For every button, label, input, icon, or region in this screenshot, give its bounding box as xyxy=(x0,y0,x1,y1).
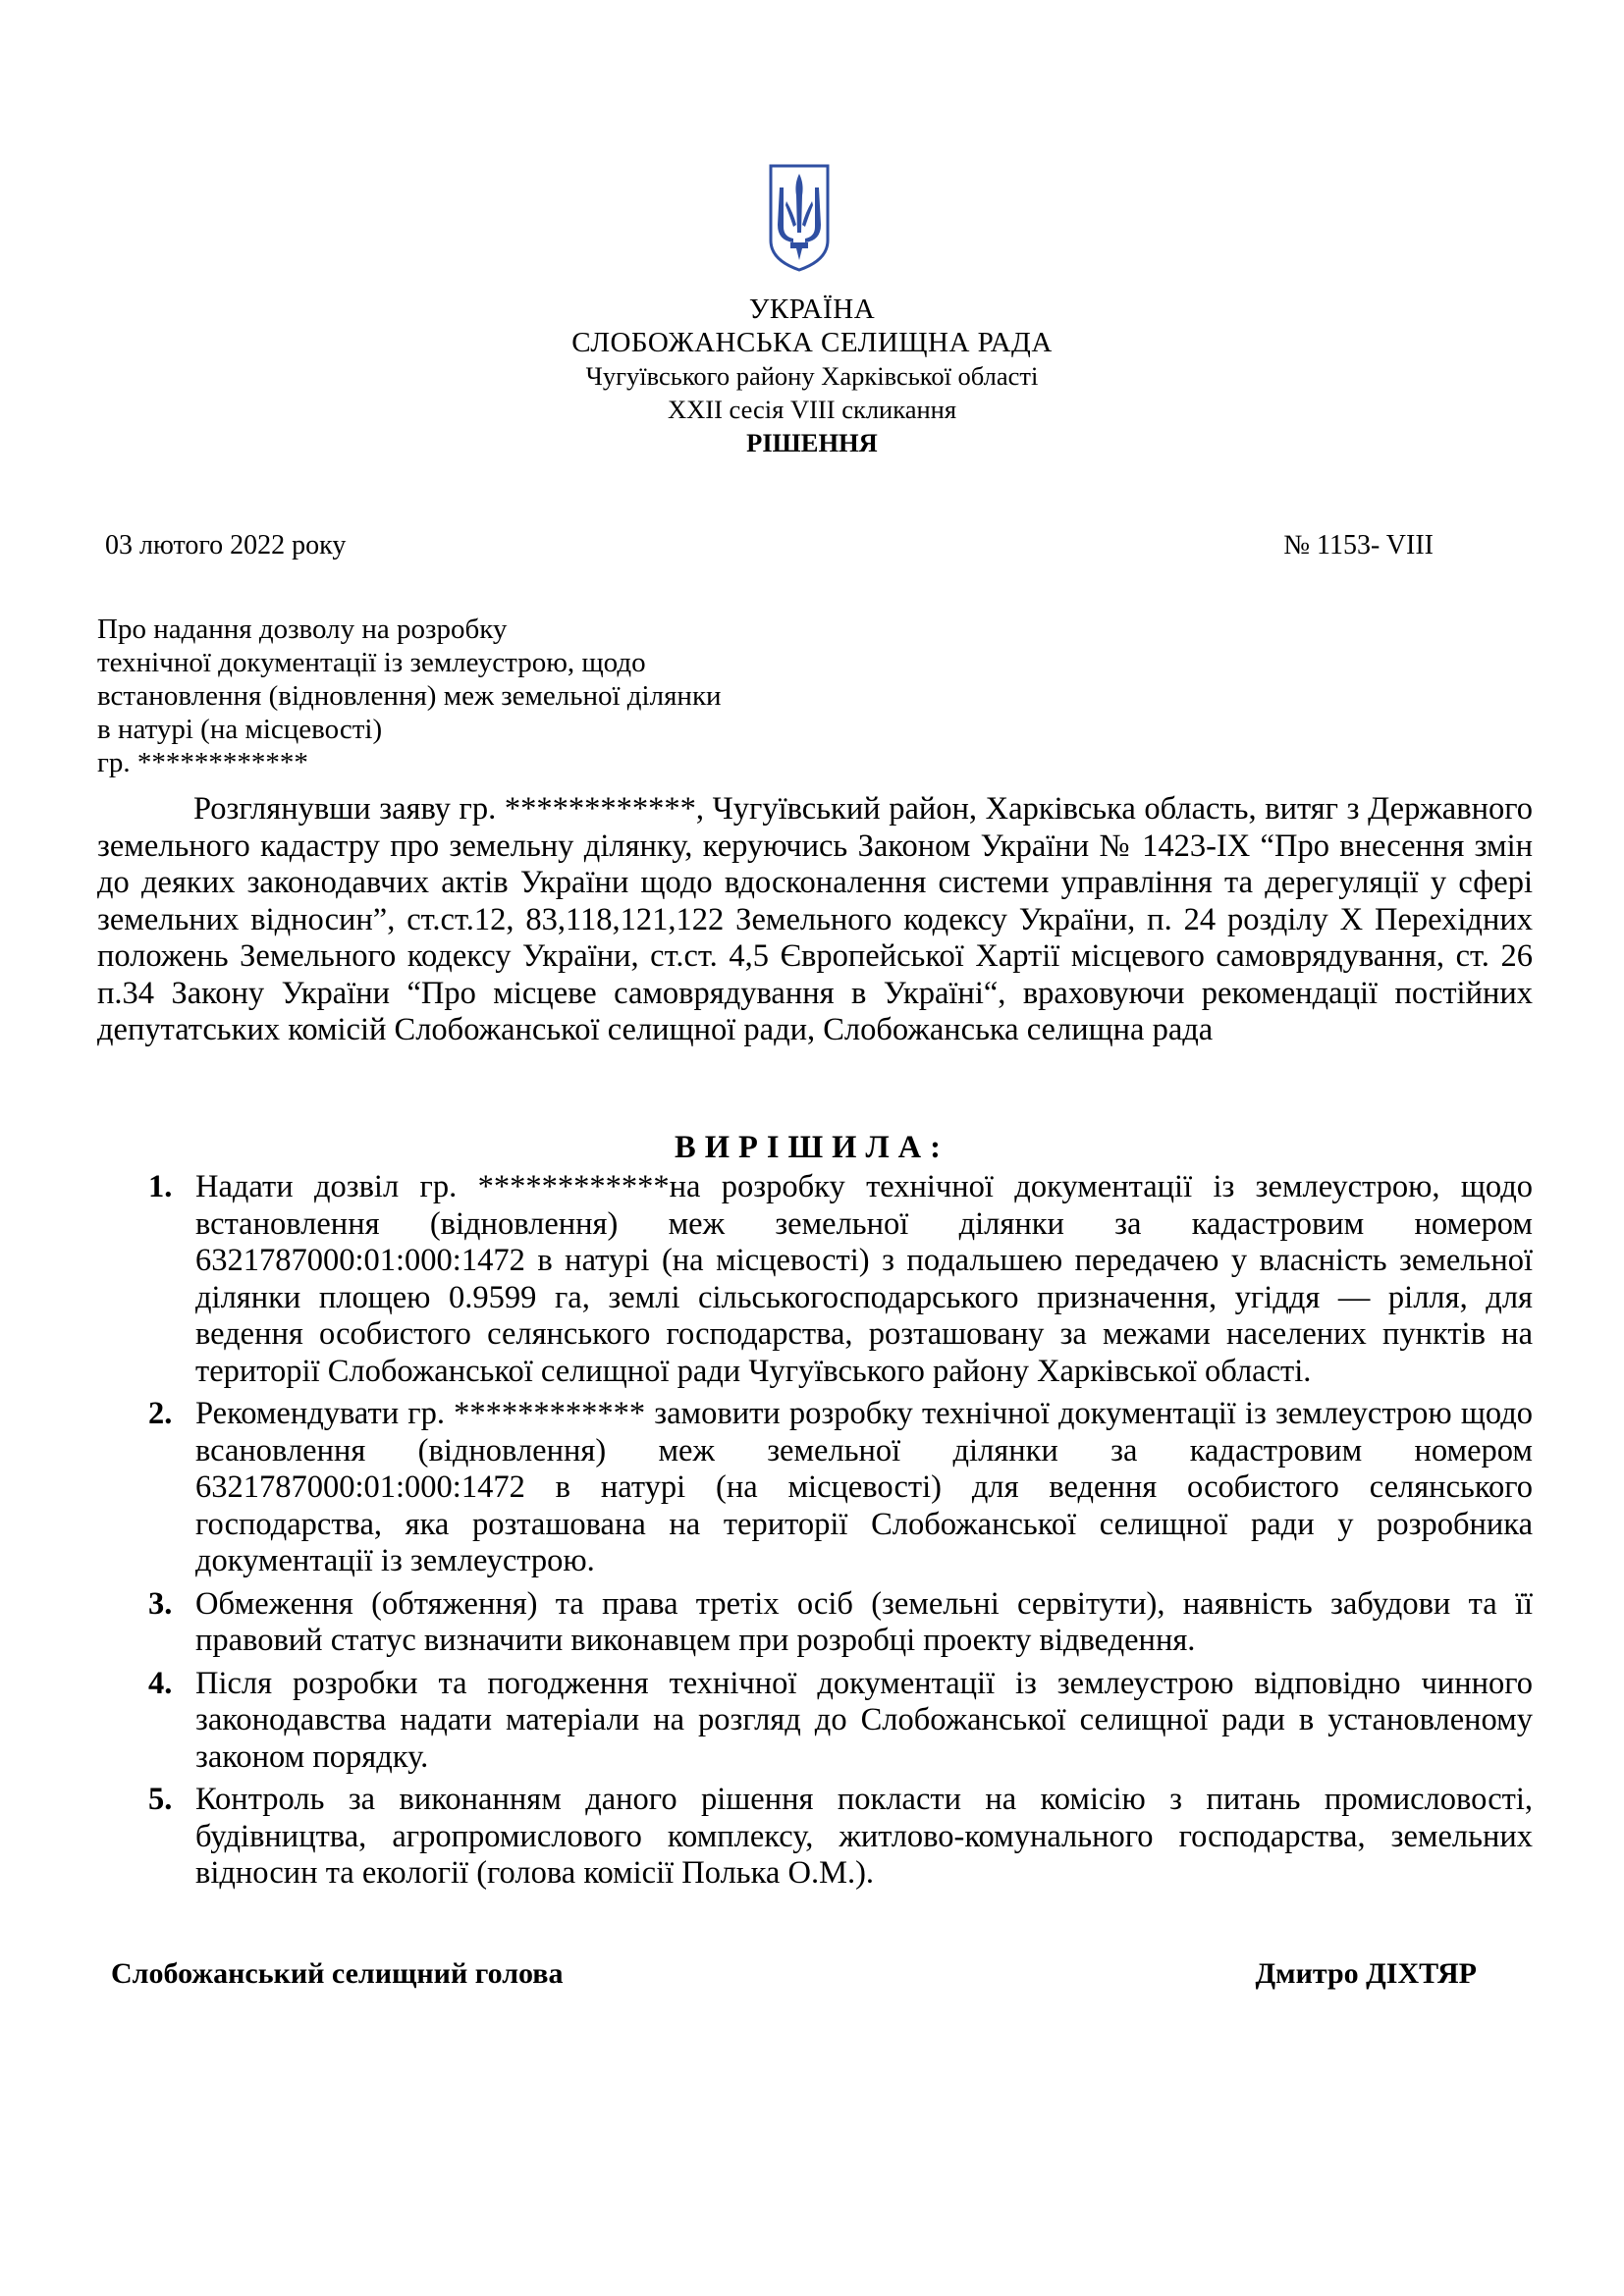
item-text: Контроль за виконанням даного рішення покласти на комісію з питань промисловості, будівництва, агропромислового комплексу, житлово-комунального господарства, земельних відносин та екології (голова комісії Полька О.М.). xyxy=(195,1782,1533,1891)
item-text: Надати дозвіл гр. ************на розробку технічної документації із землеустрою, щодо встановлення (відновлення) меж земельної ділянки за кадастровим номером 6321787000:01:000:1472 в натурі (на місцевості) з подальшею передачею у власність земельної ділянки площею 0.9599 га, землі сільськогосподарського призначення, угіддя — рілля, для ведення особистого селянського господарства, розташовану за межами населених пунктів на території Слобожанської селищної ради Чугуївського району Харківської області. xyxy=(195,1169,1533,1389)
session-line: XXII сесія VIII скликання xyxy=(667,395,957,424)
subject-line: технічної документації із землеустрою, щодо xyxy=(97,647,646,678)
signatory-name: Дмитро ДІХТЯР xyxy=(1255,1957,1477,1990)
item-text: Після розробки та погодження технічної документації із землеустрою відповідно чинного законодавства надати матеріали на розгляд до Слобожанської селищної ради в установленому законом порядку. xyxy=(195,1665,1533,1775)
decision-items xyxy=(97,1169,1533,1898)
item-number: 3. xyxy=(148,1585,173,1622)
subject-line: гр. ************ xyxy=(97,747,308,778)
item-text: Обмеження (обтяження) та права третіх осіб (земельні сервітути), наявність забудови та її правовий статус визначити виконавцем при розробці проекту відведення. xyxy=(195,1585,1533,1658)
item-number: 4. xyxy=(148,1665,173,1701)
document-type: РІШЕННЯ xyxy=(746,428,878,457)
decision-number: № 1153- VIII xyxy=(1283,530,1434,561)
decision-item xyxy=(97,1666,1533,1777)
item-number: 2. xyxy=(148,1396,173,1431)
subject-line: встановлення (відновлення) меж земельної ділянки xyxy=(97,680,722,712)
council-title: СЛОБОЖАНСЬКА СЕЛИЩНА РАДА xyxy=(571,327,1053,358)
subject-line: в натурі (на місцевості) xyxy=(97,714,383,745)
trident-coat-of-arms-icon xyxy=(767,162,832,274)
decision-item xyxy=(97,1586,1533,1660)
decision-subject xyxy=(97,613,722,779)
decision-item xyxy=(97,1396,1533,1580)
item-number: 5. xyxy=(148,1782,173,1817)
subject-line: Про надання дозволу на розробку xyxy=(97,614,508,645)
country-title: УКРАЇНА xyxy=(748,294,876,325)
district-line: Чугуївського району Харківської області xyxy=(585,361,1039,391)
signatory-position: Слобожанський селищний голова xyxy=(111,1957,564,1990)
item-text: Рекомендувати гр. ************ замовити розробку технічної документації із землеустрою щодо всановлення (відновлення) меж земельної ділянки за кадастровим номером 6321787000:01:000:1472 в натурі (на місцевості) для ведення особистого селянського господарства, яка розташована на території Слобожанської селищної ради у розробника документації із землеустрою. xyxy=(195,1396,1533,1578)
preamble-paragraph: Розглянувши заяву гр. ************, Чугуївський район, Харківська область, витяг з Державного земельного кадастру про земельну ділянку, керуючись Законом України № 1423-IX “Про внесення змін до деяких законодавчих актів України щодо вдосконалення системи управління та дерегуляції у сфері земельних відносин”, ст.ст.12, 83,118,121,122 Земельного кодексу України, п. 24 розділу Х Перехідних положень Земельного кодексу України, ст.ст. 4,5 Європейської Хартії місцевого самоврядування, ст. 26 п.34 Закону України “Про місцеве самоврядування в Україні“, враховуючи рекомендації постійних депутатських комісій Слобожанської селищної ради, Слобожанська селищна рада xyxy=(97,791,1533,1047)
decision-item xyxy=(97,1169,1533,1390)
document-header xyxy=(0,293,1624,459)
decision-date: 03 лютого 2022 року xyxy=(105,530,347,561)
item-number: 1. xyxy=(148,1169,173,1204)
resolved-heading: ВИРІШИЛА: xyxy=(675,1130,949,1165)
decision-item xyxy=(97,1782,1533,1893)
